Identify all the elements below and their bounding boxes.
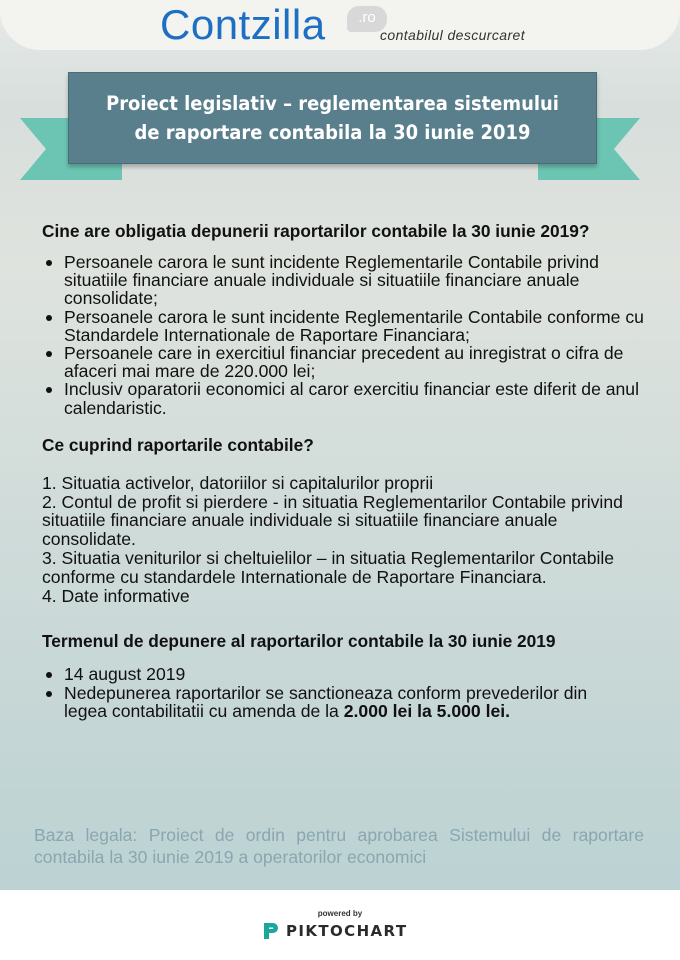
powered-by-label: powered by [317, 909, 363, 918]
list-item: 2. Contul de profit si pierdere - in situatia Reglementarilor Contabile privind situatiile financiare anuale individuale si situatiile financiare anuale consolidate. [42, 491, 628, 550]
piktochart-brand: PIKTOCHART [286, 922, 408, 940]
list-item: 14 august 2019 [42, 665, 622, 683]
logo-tagline: contabilul descurcaret [380, 27, 525, 43]
piktochart-link[interactable] [262, 921, 407, 941]
termen-list [42, 665, 622, 720]
sanction-text: Nedepunerea raportarilor se sanctioneaza conform prevederilor din legea contabilitatii cu amenda de la [64, 682, 588, 721]
content [42, 222, 656, 720]
list-item: 3. Situatia veniturilor si cheltuielilor – in situatia Reglementarilor Contabile conforme cu standardele Internationale de Raportare Financiara. [42, 548, 619, 587]
section-cuprins-heading: Ce cuprind raportarile contabile? [42, 434, 314, 455]
list-item: Persoanele carora le sunt incidente Reglementarile Contabile privind situatiile financiare anuale individuale si situatiile financiare anuale consolidate; [42, 253, 656, 308]
list-item: 1. Situatia activelor, datoriilor si capitalurilor proprii [42, 472, 434, 493]
banner-title: Proiect legislativ – reglementarea sistemului de raportare contabila la 30 iunie 2019 [106, 92, 559, 144]
legal-basis: Baza legala: Proiect de ordin pentru aprobarea Sistemului de raportare contabila la 30 iunie 2019 a operatorilor economici [34, 825, 644, 867]
list-item: 4. Date informative [42, 585, 190, 606]
logo-suffix-badge: .ro [347, 6, 387, 32]
section-termen-heading: Termenul de depunere al raportarilor contabile la 30 iunie 2019 [42, 631, 556, 652]
piktochart-logo-icon [262, 921, 280, 941]
list-item: Inclusiv oparatorii economici al caror exercitiu financiar este diferit de anul calendaristic. [42, 380, 656, 416]
list-item [42, 684, 622, 720]
logo[interactable]: Contzilla [160, 1, 326, 48]
list-item: Persoanele care in exercitiul financiar precedent au inregistrat o cifra de afaceri mai mare de 220.000 lei; [42, 344, 656, 380]
list-item: Persoanele carora le sunt incidente Reglementarile Contabile conforme cu Standardele Internationale de Raportare Financiara; [42, 308, 656, 344]
title-banner [68, 72, 597, 164]
header-bar [0, 0, 680, 50]
sanction-amount: 2.000 lei la 5.000 lei. [343, 700, 511, 721]
obligatii-list [42, 253, 656, 417]
section-obligatii-heading: Cine are obligatia depunerii raportarilor contabile la 30 iunie 2019? [42, 221, 590, 241]
cuprins-list [42, 474, 656, 606]
